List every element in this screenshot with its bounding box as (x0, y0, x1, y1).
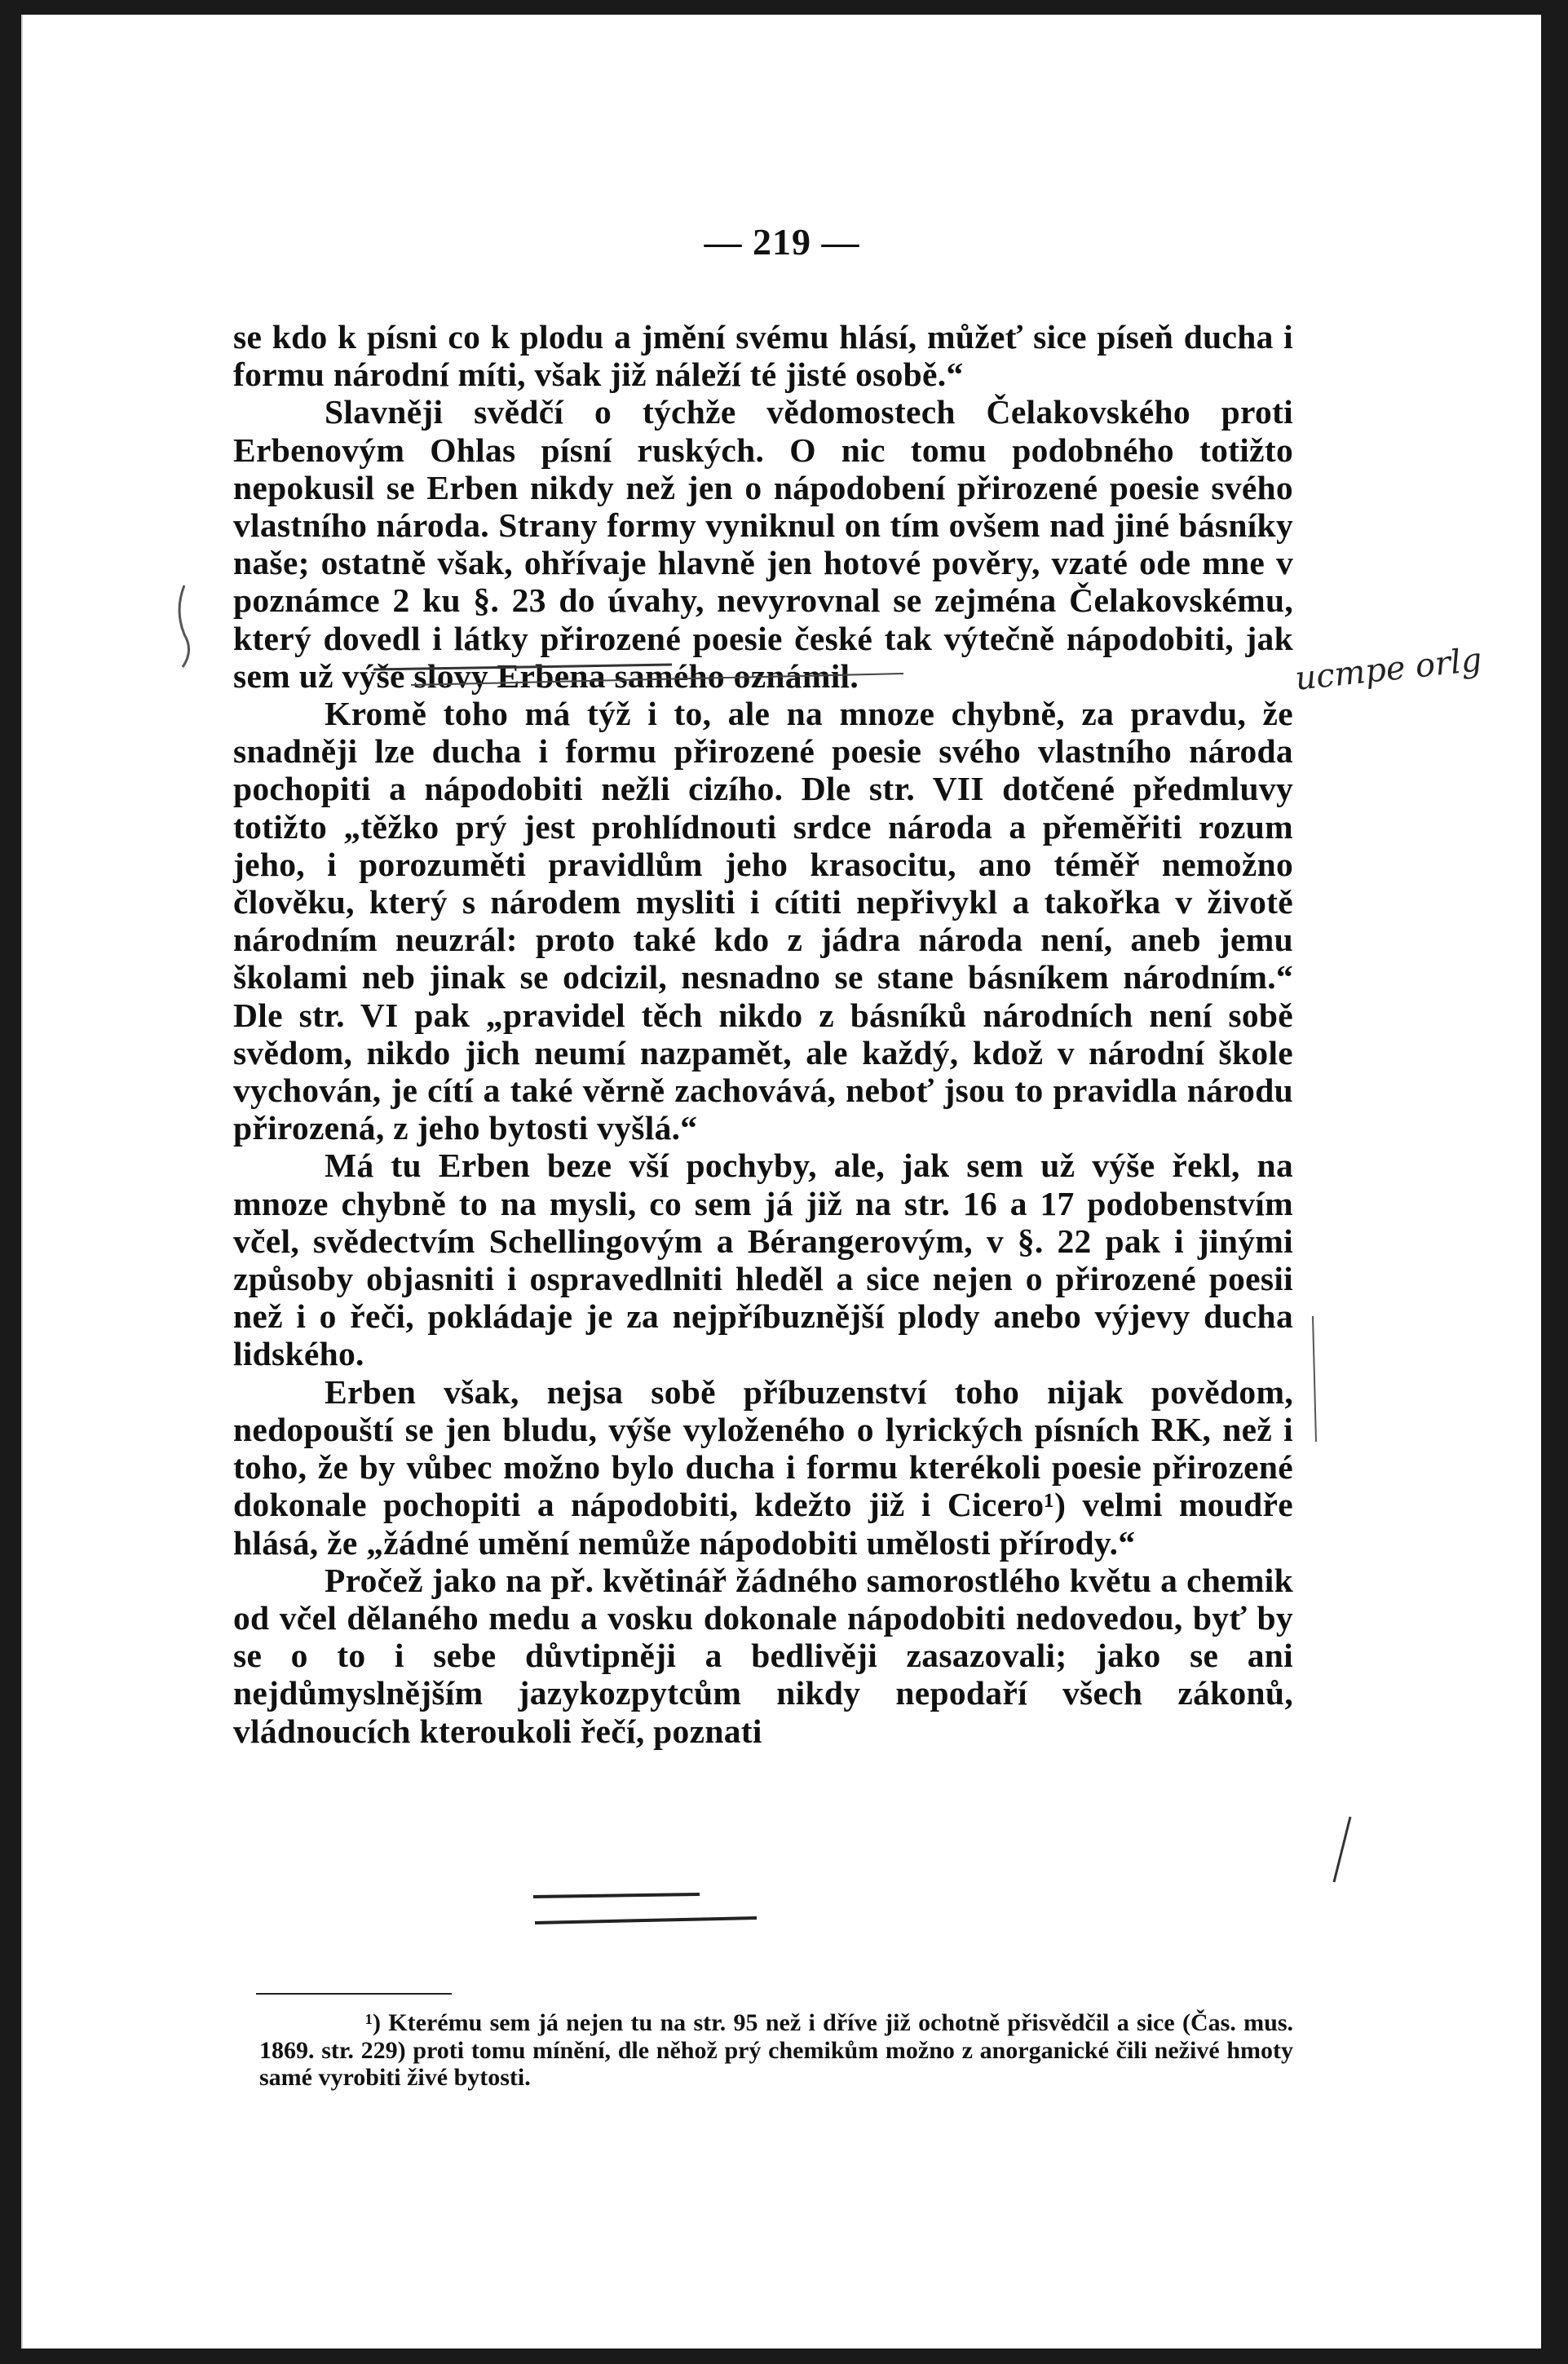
left-margin-bracket (179, 585, 189, 667)
paragraph-2: Slavněji svědčí o týchže vědomostech Čelakovského proti Erbenovým Ohlas písní ruských. O nic tomu podobného totižto nepokusil se Erben nikdy než jen o nápodobení přirozené poesie svého vlastního národa. Strany formy vyniknul on tím ovšem nad jiné básníky naše; ostatně však, ohřívaje hlavně jen hotové pověry, vzaté ode mne v poznámce 2 ku §. 23 do úvahy, nevyrovnal se zejména Čelakovskému, který dovedl i látky přirozené poesie české tak výtečně nápodobiti, jak sem už výše slovy Erbena samého oznámil. (233, 393, 1293, 695)
footnote: ¹) Kterému sem já nejen tu na str. 95 než i dříve již ochotně přisvědčil a sice (Čas. mus. 1869. str. 229) proti tomu mínění, dle něhož prý chemikům možno z anorganické čili neživé hmoty samé vyrobiti živé bytosti. (259, 2009, 1293, 2091)
paragraph-5: Erben však, nejsa sobě příbuzenství toho nijak povědom, nedopouští se jen bludu, výše vyloženého o lyrických písních RK, než i toho, že by vůbec možno bylo ducha i formu kterékoli poesie přirozené dokonale pochopiti a nápodobiti, kdežto již i Cicero¹) velmi moudře hlásá, že „žádné umění nemůže nápodobiti umělosti přírody.“ (233, 1372, 1293, 1562)
book-page (21, 15, 1541, 2349)
page-number: — 219 — (704, 221, 860, 263)
handwritten-margin-note: ucmpe orlg (1293, 641, 1484, 698)
paragraph-6: Pročež jako na př. květinář žádného samorostlého květu a chemik od včel dělaného medu a vosku dokonale nápodobiti nedovedou, byť by se o to i sebe důvtipněji a bedlivěji zasazovali; jako se ani nejdůmyslnějším jazykozpytcům nikdy nepodaří všech zákonů, vládnoucích kteroukoli řečí, poznati (233, 1561, 1293, 1750)
right-margin-line-2 (1334, 1817, 1350, 1882)
paragraph-4: Má tu Erben beze vší pochyby, ale, jak sem už výše řekl, na mnoze chybně to na mysli, co sem já již na str. 16 a 17 podobenstvím včel, svědectvím Schellingovým a Bérangerovým, v §. 22 pak i jinými způsoby objasniti i ospravedlniti hleděl a sice nejen o přirozené poesii než i o řeči, pokládaje je za nejpříbuznější plody anebo výjevy ducha lidského. (233, 1147, 1293, 1373)
body-text (233, 318, 1293, 1750)
strike-se-ani (535, 1918, 757, 1923)
paragraph-3: Kromě toho má týž i to, ale na mnoze chybně, za pravdu, že snadněji lze ducha i formu přirozené poesie svého vlastního národa pochopiti a nápodobiti nežli cizího. Dle str. VII dotčené předmluvy totižto „těžko prý jest prohlídnouti srdce národa a přeměřiti rozum jeho, i porozuměti pravidlům jeho krasocitu, ano téměř nemožno člověku, který s národem mysliti i cítiti nepřivykl a takořka v životě národním neuzrál: proto také kdo z jádra národa není, aneb jemu školami neb jinak se odcizil, nesnadno se stane básníkem národním.“ Dle str. VI pak „pravidel těch nikdo z básníků národních není sobě svědom, nikdo jich neumí nazpamět, ale každý, kdož v národní škole vychován, je cítí a také věrně zachovává, neboť jsou to pravidla národu přirozená, z jeho bytosti vyšlá.“ (233, 695, 1293, 1147)
right-margin-line-1 (1313, 1316, 1316, 1442)
paragraph-1: se kdo k písni co k plodu a jmění svému hlásí, můžeť sice píseň ducha i formu národní míti, však již náleží té jisté osobě.“ (233, 318, 1293, 394)
footnote-divider (256, 1993, 452, 1995)
underline-byt-by-se (533, 1894, 700, 1897)
